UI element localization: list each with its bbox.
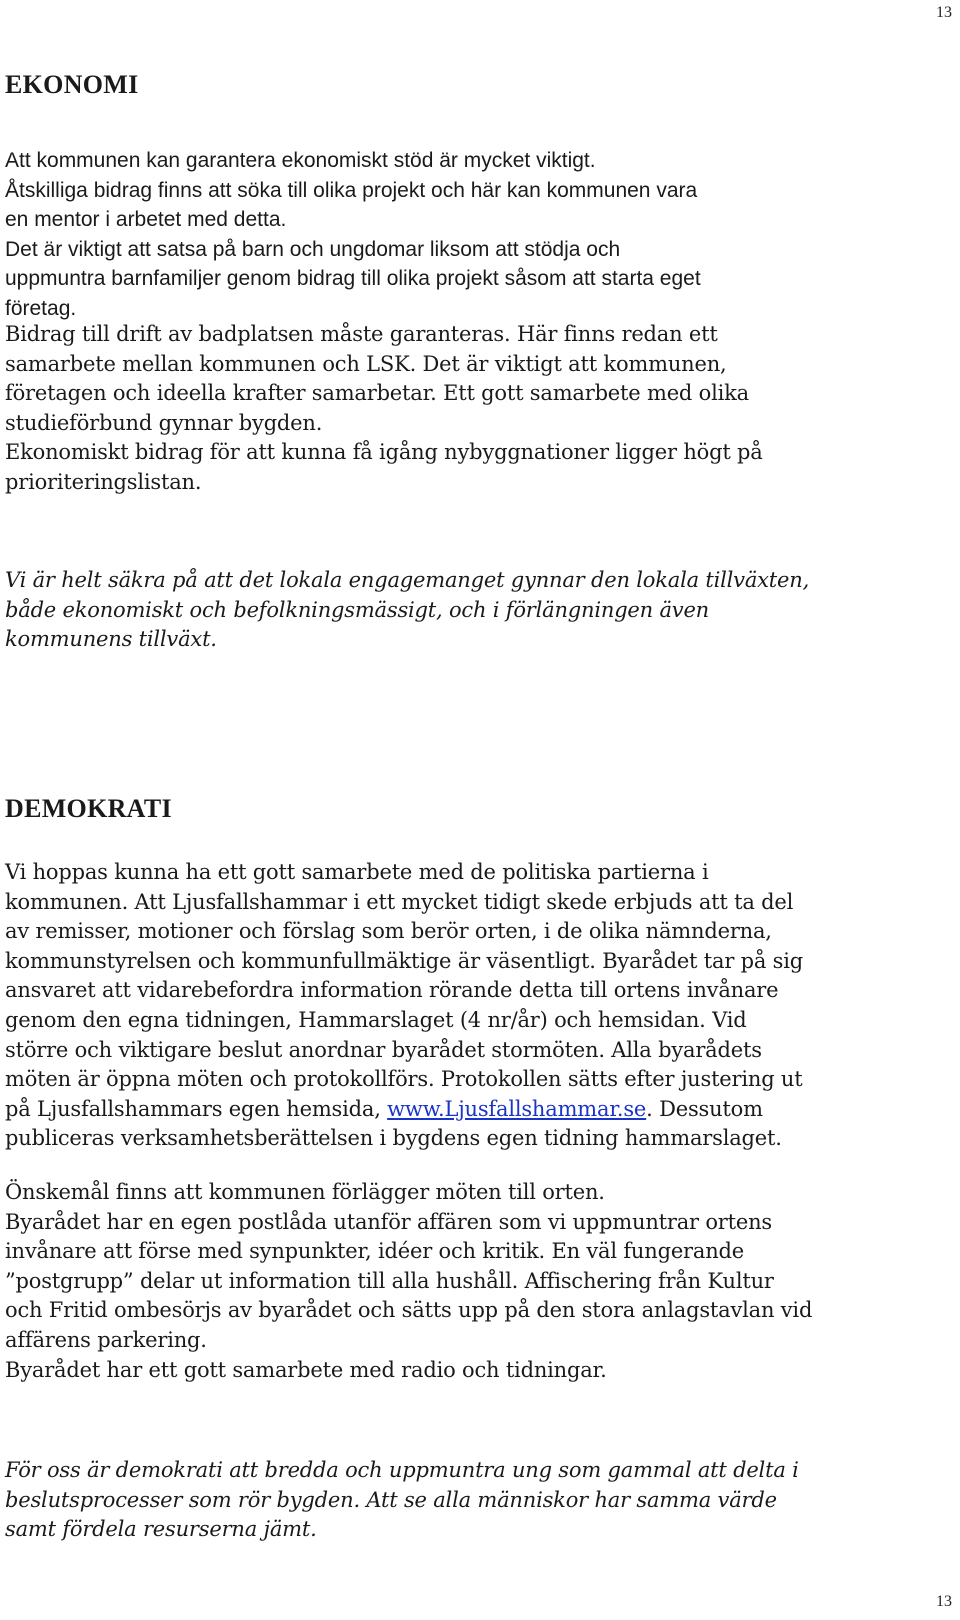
text-line: större och viktigare beslut anordnar byarådet stormöten. Alla byarådets xyxy=(5,1037,762,1062)
text-line: företagen och ideella krafter samarbetar. Ett gott samarbete med olika xyxy=(5,381,749,406)
text-line: prioriteringslistan. xyxy=(5,469,202,494)
link-line-prefix: på Ljusfallshammars egen hemsida, xyxy=(5,1096,388,1121)
text-line: både ekonomiskt och befolkningsmässigt, och i förlängningen även xyxy=(5,597,709,622)
text-line: Ekonomiskt bidrag för att kunna få igång nybyggnationer ligger högt på xyxy=(5,440,763,465)
text-line: invånare att förse med synpunkter, idéer och kritik. En väl fungerande xyxy=(5,1239,745,1264)
text-line: möten är öppna möten och protokollförs. Protokollen sätts efter justering ut xyxy=(5,1067,803,1092)
text-line: Det är viktigt att satsa på barn och ungdomar liksom att stödja och xyxy=(5,237,621,261)
text-line: Åtskilliga bidrag finns att söka till olika projekt och här kan kommunen vara xyxy=(5,178,698,202)
demokrati-heading: DEMOKRATI xyxy=(5,794,172,823)
text-line: Önskemål finns att kommunen förlägger möten till orten. xyxy=(5,1180,605,1204)
ekonomi-body-paragraph xyxy=(5,320,950,498)
text-line: samt fördela resurserna jämt. xyxy=(5,1517,317,1542)
ekonomi-heading: EKONOMI xyxy=(5,70,139,99)
text-line: en mentor i arbetet med detta. xyxy=(5,208,287,232)
text-line: studieförbund gynnar bygden. xyxy=(5,410,323,435)
text-line: och Fritid ombesörjs av byarådet och sätts upp på den stora anlagstavlan vid xyxy=(5,1298,813,1323)
demokrati-paragraph-1 xyxy=(5,858,950,1154)
text-line: genom den egna tidningen, Hammarslaget (4 nr/år) och hemsidan. Vid xyxy=(5,1007,747,1032)
text-line: ansvaret att vidarebefordra information rörande detta till ortens invånare xyxy=(5,978,779,1003)
text-line: För oss är demokrati att bredda och uppmuntra ung som gammal att delta i xyxy=(5,1458,799,1482)
text-line: av remisser, motioner och förslag som berör orten, i de olika nämnderna, xyxy=(5,919,772,944)
page-number-top: 13 xyxy=(936,4,952,21)
website-link[interactable]: www.Ljusfallshammar.se xyxy=(387,1096,647,1121)
link-line-suffix: . Dessutom xyxy=(646,1096,763,1121)
demokrati-italic-statement xyxy=(5,1456,950,1545)
text-line: uppmuntra barnfamiljer genom bidrag till olika projekt såsom att starta eget xyxy=(5,267,701,291)
text-line: Att kommunen kan garantera ekonomiskt stöd är mycket viktigt. xyxy=(5,149,596,172)
text-line: kommunens tillväxt. xyxy=(5,627,217,652)
ekonomi-italic-statement xyxy=(5,566,950,655)
text-line: samarbete mellan kommunen och LSK. Det är viktigt att kommunen, xyxy=(5,351,727,376)
text-line: Byarådet har ett gott samarbete med radio och tidningar. xyxy=(5,1357,607,1382)
text-line: ”postgrupp” delar ut information till alla hushåll. Affischering från Kultur xyxy=(5,1268,774,1293)
text-line: beslutsprocesser som rör bygden. Att se alla människor har samma värde xyxy=(5,1487,777,1512)
text-line: kommunen. Att Ljusfallshammar i ett mycket tidigt skede erbjuds att ta del xyxy=(5,889,794,914)
page-number-bottom: 13 xyxy=(936,1593,952,1610)
demokrati-paragraph-2 xyxy=(5,1178,950,1385)
text-line-with-link xyxy=(5,1095,950,1125)
text-line: Bidrag till drift av badplatsen måste garanteras. Här finns redan ett xyxy=(5,322,718,346)
text-line: Vi hoppas kunna ha ett gott samarbete med de politiska partierna i xyxy=(5,860,709,884)
text-line: Vi är helt säkra på att det lokala engagemanget gynnar den lokala tillväxten, xyxy=(5,568,810,592)
text-line: kommunstyrelsen och kommunfullmäktige är väsentligt. Byarådet tar på sig xyxy=(5,948,804,973)
text-line: publiceras verksamhetsberättelsen i bygdens egen tidning hammarslaget. xyxy=(5,1126,782,1151)
text-line: Byarådet har en egen postlåda utanför affären som vi uppmuntrar ortens xyxy=(5,1209,773,1234)
ekonomi-intro-paragraph xyxy=(5,146,950,324)
text-line: företag. xyxy=(5,296,77,320)
text-line: affärens parkering. xyxy=(5,1327,207,1352)
